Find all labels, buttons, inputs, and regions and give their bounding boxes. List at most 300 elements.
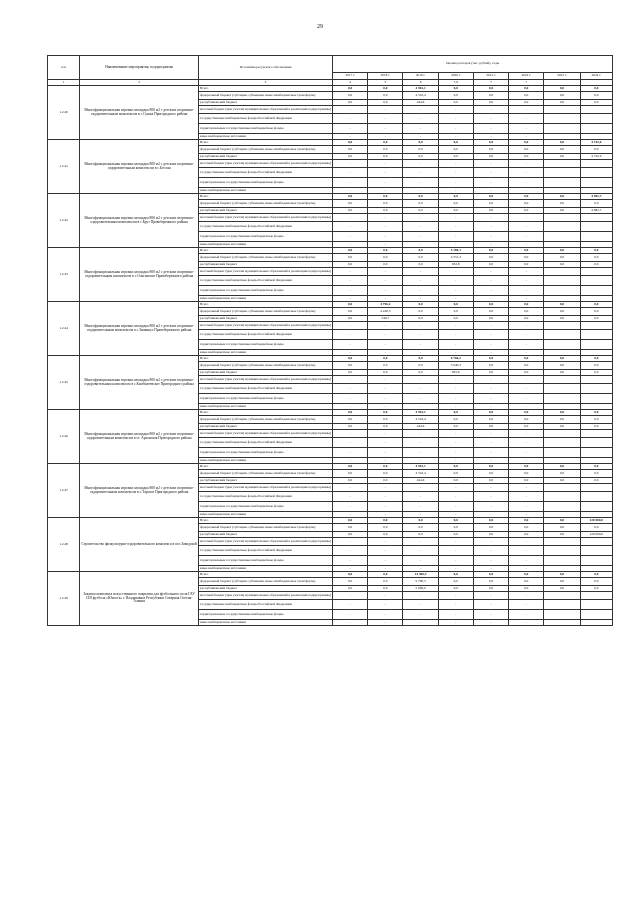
row-number: 1.2.41: [48, 140, 80, 194]
value-cell: -: [509, 232, 544, 242]
value-cell: -: [438, 268, 473, 276]
header-year-3: 2020 г.: [438, 73, 473, 80]
value-cell: -: [509, 106, 544, 114]
value-cell: [544, 168, 580, 178]
value-cell: 0,0: [509, 302, 544, 308]
value-cell: -: [438, 124, 473, 134]
source-label: республиканский бюджет: [199, 532, 333, 538]
value-cell: [544, 492, 580, 502]
value-cell: 0,0: [438, 524, 473, 532]
value-cell: -: [438, 376, 473, 384]
source-label: Всего: [199, 302, 333, 308]
source-label: местный бюджет (при участии муниципальных образований в реализации подпрограммы): [199, 376, 333, 384]
value-cell: -: [509, 512, 544, 518]
value-cell: 0,0: [509, 146, 544, 154]
value-cell: 4 961,1: [403, 86, 438, 92]
value-cell: -: [368, 160, 403, 168]
value-cell: -: [473, 232, 508, 242]
source-label: иные внебюджетные источники: [199, 512, 333, 518]
value-cell: 0,0: [544, 208, 580, 214]
value-cell: -: [509, 322, 544, 330]
value-cell: -: [403, 556, 438, 566]
value-cell: 0,0: [438, 100, 473, 106]
value-cell: -: [438, 134, 473, 140]
value-cell: 0,0: [580, 370, 612, 376]
value-cell: 0,0: [473, 92, 508, 100]
value-cell: [544, 268, 580, 276]
value-cell: 0,0: [580, 146, 612, 154]
value-cell: -: [473, 330, 508, 340]
value-cell: -: [438, 502, 473, 512]
value-cell: 0,0: [544, 194, 580, 200]
row-number: 1.2.47: [48, 464, 80, 518]
source-label: республиканский бюджет: [199, 154, 333, 160]
value-cell: -: [438, 566, 473, 572]
header-name: Наименование мероприятия, подпрограммы: [80, 56, 199, 80]
value-cell: 444,6: [403, 424, 438, 430]
value-cell: -: [403, 484, 438, 492]
value-cell: [580, 492, 612, 502]
value-cell: 0,0: [368, 424, 403, 430]
value-cell: -: [332, 160, 367, 168]
value-cell: 0,0: [473, 308, 508, 316]
value-cell: 0,0: [580, 586, 612, 592]
value-cell: 0,0: [544, 424, 580, 430]
value-cell: 0,0: [509, 248, 544, 254]
value-cell: [580, 620, 612, 626]
value-cell: -: [332, 322, 367, 330]
header-index-7: 7: [473, 80, 508, 86]
value-cell: 0,0: [473, 416, 508, 424]
value-cell: -: [368, 546, 403, 556]
value-cell: -: [473, 438, 508, 448]
value-cell: [580, 556, 612, 566]
value-cell: -: [332, 438, 367, 448]
value-cell: 0,0: [403, 248, 438, 254]
value-cell: [580, 538, 612, 546]
value-cell: 0,0: [438, 532, 473, 538]
value-cell: -: [332, 188, 367, 194]
header-index-2: 3: [199, 80, 333, 86]
source-label: Всего: [199, 194, 333, 200]
value-cell: 0,0: [403, 262, 438, 268]
value-cell: 120 000,0: [580, 518, 612, 524]
value-cell: -: [438, 286, 473, 296]
value-cell: [580, 340, 612, 350]
value-cell: [580, 610, 612, 620]
value-cell: 0,0: [544, 316, 580, 322]
source-label: территориальные государственные внебюджетные фонды: [199, 394, 333, 404]
value-cell: -: [403, 512, 438, 518]
value-cell: 0,0: [332, 92, 367, 100]
value-cell: [580, 448, 612, 458]
value-cell: -: [438, 610, 473, 620]
value-cell: -: [403, 214, 438, 222]
value-cell: 0,0: [368, 92, 403, 100]
value-cell: 0,0: [403, 254, 438, 262]
value-cell: 0,0: [473, 100, 508, 106]
source-label: федеральный бюджет (субсидии, субвенции, иные межбюджетные трансферты): [199, 470, 333, 478]
value-cell: -: [509, 492, 544, 502]
value-cell: -: [368, 620, 403, 626]
value-cell: -: [368, 350, 403, 356]
value-cell: 0,0: [544, 308, 580, 316]
value-cell: 0,0: [368, 578, 403, 586]
value-cell: -: [438, 178, 473, 188]
value-cell: 632,8: [438, 262, 473, 268]
value-cell: 14 300,3: [403, 572, 438, 578]
value-cell: 0,0: [332, 254, 367, 262]
value-cell: 0,0: [580, 262, 612, 268]
value-cell: 0,0: [403, 316, 438, 322]
value-cell: 0,0: [509, 92, 544, 100]
value-cell: 0,0: [544, 524, 580, 532]
value-cell: 0,0: [368, 248, 403, 254]
value-cell: 0,0: [332, 154, 367, 160]
value-cell: -: [509, 178, 544, 188]
value-cell: -: [332, 394, 367, 404]
value-cell: 0,0: [368, 524, 403, 532]
value-cell: -: [509, 404, 544, 410]
source-label: государственные внебюджетные фонды Российской Федерации: [199, 222, 333, 232]
value-cell: 0,0: [368, 208, 403, 214]
value-cell: -: [332, 114, 367, 124]
value-cell: 0,0: [544, 478, 580, 484]
value-cell: -: [368, 484, 403, 492]
value-cell: [544, 546, 580, 556]
value-cell: 0,0: [332, 140, 367, 146]
value-cell: 0,0: [473, 200, 508, 208]
value-cell: 120 000,0: [580, 532, 612, 538]
value-cell: 0,0: [403, 524, 438, 532]
value-cell: 0,0: [473, 518, 508, 524]
value-cell: -: [332, 296, 367, 302]
value-cell: -: [473, 350, 508, 356]
measure-name: Строительство физкультурно-оздоровительного комплекса в пос.Заводской: [80, 518, 199, 572]
value-cell: 4 742,0: [580, 140, 612, 146]
value-cell: -: [438, 188, 473, 194]
value-cell: 0,0: [509, 362, 544, 370]
value-cell: -: [438, 214, 473, 222]
value-cell: 0,0: [368, 262, 403, 268]
value-cell: 0,0: [509, 524, 544, 532]
header-year-0: 2017 г.: [332, 73, 367, 80]
value-cell: 4 961,1: [403, 464, 438, 470]
value-cell: -: [473, 168, 508, 178]
value-cell: [544, 376, 580, 384]
value-cell: -: [473, 384, 508, 394]
value-cell: 0,0: [544, 200, 580, 208]
value-cell: -: [438, 350, 473, 356]
value-cell: -: [403, 620, 438, 626]
value-cell: -: [509, 134, 544, 140]
value-cell: [544, 502, 580, 512]
value-cell: 0,0: [473, 578, 508, 586]
row-number: 1.2.48: [48, 518, 80, 572]
value-cell: -: [473, 188, 508, 194]
value-cell: 0,0: [509, 154, 544, 160]
value-cell: 0,0: [403, 200, 438, 208]
value-cell: -: [332, 384, 367, 394]
value-cell: -: [473, 502, 508, 512]
value-cell: [580, 330, 612, 340]
value-cell: -: [473, 566, 508, 572]
value-cell: 0,0: [544, 140, 580, 146]
value-cell: [580, 286, 612, 296]
value-cell: -: [438, 458, 473, 464]
value-cell: -: [368, 394, 403, 404]
value-cell: -: [368, 340, 403, 350]
value-cell: 0,0: [580, 308, 612, 316]
value-cell: 0,0: [368, 370, 403, 376]
value-cell: -: [473, 512, 508, 518]
value-cell: -: [332, 458, 367, 464]
value-cell: -: [403, 376, 438, 384]
value-cell: -: [438, 384, 473, 394]
value-cell: -: [473, 600, 508, 610]
value-cell: 0,0: [473, 154, 508, 160]
header-index-8: 7: [509, 80, 544, 86]
value-cell: 0,0: [438, 194, 473, 200]
value-cell: 0,0: [544, 254, 580, 262]
value-cell: -: [332, 124, 367, 134]
value-cell: -: [403, 592, 438, 600]
value-cell: 0,0: [403, 308, 438, 316]
value-cell: 0,0: [473, 356, 508, 362]
value-cell: [544, 114, 580, 124]
value-cell: [580, 160, 612, 168]
value-cell: 0,0: [332, 316, 367, 322]
measure-name: Закупка комплекта искусственного покрытия для футбольного поля ГАУ СШ футбола «Юность» г. Владикавказ Республики Северная Осетия-Алания: [80, 572, 199, 626]
value-cell: -: [473, 556, 508, 566]
value-cell: 0,0: [368, 356, 403, 362]
value-cell: 0,0: [332, 100, 367, 106]
value-cell: 0,0: [580, 316, 612, 322]
value-cell: -: [403, 232, 438, 242]
value-cell: -: [332, 556, 367, 566]
value-cell: 0,0: [332, 208, 367, 214]
value-cell: 0,0: [580, 92, 612, 100]
value-cell: 0,0: [473, 140, 508, 146]
value-cell: 0,0: [403, 194, 438, 200]
value-cell: -: [509, 188, 544, 194]
value-cell: -: [332, 350, 367, 356]
value-cell: -: [509, 556, 544, 566]
value-cell: -: [473, 458, 508, 464]
value-cell: 0,0: [438, 154, 473, 160]
value-cell: -: [368, 430, 403, 438]
value-cell: 0,0: [332, 262, 367, 268]
value-cell: -: [403, 404, 438, 410]
source-label: федеральный бюджет (субсидии, субвенции, иные межбюджетные трансферты): [199, 578, 333, 586]
value-cell: 825,9: [438, 370, 473, 376]
value-cell: -: [403, 188, 438, 194]
value-cell: 0,0: [332, 302, 367, 308]
value-cell: 4 982,7: [580, 208, 612, 214]
value-cell: [580, 430, 612, 438]
source-label: территориальные государственные внебюджетные фонды: [199, 232, 333, 242]
source-label: федеральный бюджет (субсидии, субвенции, иные межбюджетные трансферты): [199, 254, 333, 262]
value-cell: 0,0: [473, 254, 508, 262]
value-cell: 4 516,4: [403, 470, 438, 478]
value-cell: 0,0: [368, 464, 403, 470]
value-cell: [580, 322, 612, 330]
value-cell: -: [368, 512, 403, 518]
value-cell: -: [403, 384, 438, 394]
value-cell: -: [509, 296, 544, 302]
value-cell: -: [473, 268, 508, 276]
value-cell: -: [332, 600, 367, 610]
value-cell: 0,0: [438, 86, 473, 92]
source-label: территориальные государственные внебюджетные фонды: [199, 556, 333, 566]
source-label: Всего: [199, 464, 333, 470]
value-cell: -: [368, 502, 403, 512]
source-label: федеральный бюджет (субсидии, субвенции, иные межбюджетные трансферты): [199, 200, 333, 208]
value-cell: 0,0: [332, 532, 367, 538]
value-cell: 4 551,3: [438, 254, 473, 262]
value-cell: [544, 600, 580, 610]
value-cell: 0,0: [473, 370, 508, 376]
value-cell: 0,0: [332, 578, 367, 586]
value-cell: 0,0: [368, 362, 403, 370]
value-cell: -: [332, 620, 367, 626]
value-cell: 0,0: [332, 424, 367, 430]
value-cell: 0,0: [509, 424, 544, 430]
value-cell: 0,0: [509, 370, 544, 376]
source-label: Всего: [199, 572, 333, 578]
value-cell: 0,0: [332, 362, 367, 370]
value-cell: -: [403, 600, 438, 610]
value-cell: 0,0: [368, 146, 403, 154]
source-label: иные внебюджетные источники: [199, 404, 333, 410]
header-index-0: 1: [48, 80, 80, 86]
value-cell: [580, 484, 612, 492]
value-cell: 0,0: [368, 154, 403, 160]
value-cell: 0,0: [544, 92, 580, 100]
value-cell: -: [473, 214, 508, 222]
value-cell: 0,0: [332, 464, 367, 470]
source-label: территориальные государственные внебюджетные фонды: [199, 340, 333, 350]
value-cell: -: [473, 404, 508, 410]
value-cell: 0,0: [332, 416, 367, 424]
header-num: п/п: [48, 56, 80, 80]
value-cell: -: [332, 168, 367, 178]
value-cell: -: [403, 538, 438, 546]
source-label: государственные внебюджетные фонды Российской Федерации: [199, 168, 333, 178]
value-cell: -: [438, 546, 473, 556]
value-cell: 0,0: [473, 146, 508, 154]
value-cell: [580, 592, 612, 600]
value-cell: -: [473, 242, 508, 248]
value-cell: 0,0: [368, 86, 403, 92]
value-cell: -: [403, 340, 438, 350]
value-cell: -: [403, 178, 438, 188]
value-cell: 0,0: [509, 464, 544, 470]
value-cell: 0,0: [544, 86, 580, 92]
value-cell: 0,0: [544, 146, 580, 154]
value-cell: -: [368, 492, 403, 502]
value-cell: -: [438, 394, 473, 404]
value-cell: 0,0: [544, 532, 580, 538]
value-cell: -: [332, 276, 367, 286]
value-cell: [544, 214, 580, 222]
source-label: местный бюджет (при участии муниципальных образований в реализации подпрограммы): [199, 214, 333, 222]
value-cell: 0,0: [368, 518, 403, 524]
value-cell: 5 009,0: [403, 586, 438, 592]
value-cell: -: [403, 610, 438, 620]
source-label: иные внебюджетные источники: [199, 350, 333, 356]
value-cell: -: [368, 242, 403, 248]
value-cell: [544, 286, 580, 296]
value-cell: 0,0: [509, 86, 544, 92]
value-cell: 0,0: [509, 194, 544, 200]
value-cell: -: [332, 430, 367, 438]
budget-table: [47, 55, 613, 626]
value-cell: 0,0: [438, 140, 473, 146]
value-cell: 0,0: [368, 140, 403, 146]
value-cell: 0,0: [580, 254, 612, 262]
row-number: 1.2.43: [48, 248, 80, 302]
value-cell: -: [403, 160, 438, 168]
measure-name: Многофункциональная игровая площадка 800 м2 с детским спортивно-оздоровительным комплексом в с.Сунжа Пригородного района: [80, 86, 199, 140]
header-index-1: 2: [80, 80, 199, 86]
source-label: территориальные государственные внебюджетные фонды: [199, 286, 333, 296]
value-cell: [580, 384, 612, 394]
value-cell: -: [332, 538, 367, 546]
value-cell: 0,0: [509, 586, 544, 592]
row-number: 1.2.40: [48, 86, 80, 140]
value-cell: 0,0: [438, 478, 473, 484]
source-label: государственные внебюджетные фонды Российской Федерации: [199, 492, 333, 502]
source-label: местный бюджет (при участии муниципальных образований в реализации подпрограммы): [199, 160, 333, 168]
source-label: государственные внебюджетные фонды Российской Федерации: [199, 600, 333, 610]
source-label: иные внебюджетные источники: [199, 566, 333, 572]
source-label: иные внебюджетные источники: [199, 242, 333, 248]
source-label: государственные внебюджетные фонды Российской Федерации: [199, 438, 333, 448]
value-cell: -: [403, 134, 438, 140]
value-cell: -: [473, 286, 508, 296]
value-cell: -: [438, 222, 473, 232]
source-label: федеральный бюджет (субсидии, субвенции, иные межбюджетные трансферты): [199, 416, 333, 424]
value-cell: -: [509, 222, 544, 232]
value-cell: 0,0: [473, 532, 508, 538]
value-cell: -: [332, 592, 367, 600]
value-cell: 0,0: [403, 154, 438, 160]
header-year-1: 2018 г.: [368, 73, 403, 80]
value-cell: 0,0: [368, 532, 403, 538]
value-cell: -: [438, 600, 473, 610]
value-cell: 0,0: [580, 302, 612, 308]
value-cell: -: [509, 268, 544, 276]
value-cell: -: [473, 484, 508, 492]
value-cell: 0,0: [438, 200, 473, 208]
value-cell: -: [509, 340, 544, 350]
value-cell: -: [509, 538, 544, 546]
value-cell: 0,0: [368, 572, 403, 578]
value-cell: 0,0: [368, 470, 403, 478]
value-cell: -: [368, 404, 403, 410]
value-cell: 0,0: [368, 586, 403, 592]
value-cell: 0,0: [473, 478, 508, 484]
value-cell: -: [332, 484, 367, 492]
value-cell: 9 790,3: [403, 578, 438, 586]
value-cell: 0,0: [368, 200, 403, 208]
value-cell: -: [509, 286, 544, 296]
value-cell: -: [509, 546, 544, 556]
source-label: республиканский бюджет: [199, 262, 333, 268]
value-cell: 4 961,1: [403, 410, 438, 416]
value-cell: 0,0: [509, 262, 544, 268]
